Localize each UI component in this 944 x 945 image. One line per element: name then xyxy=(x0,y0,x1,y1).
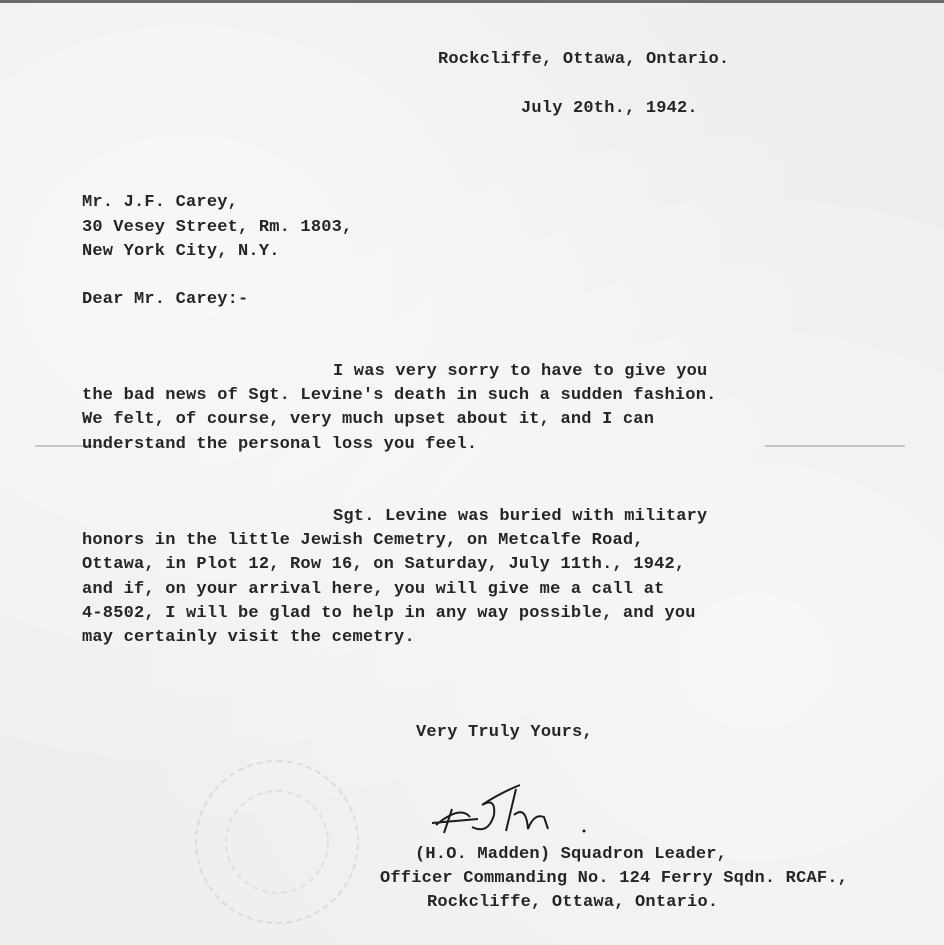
paragraph-1-line: the bad news of Sgt. Levine's death in such a sudden fashion. xyxy=(82,386,717,405)
paragraph-1-line: We felt, of course, very much upset about it, and I can xyxy=(82,410,655,429)
fold-mark-right xyxy=(765,445,905,447)
paragraph-1-line: understand the personal loss you feel. xyxy=(82,435,478,454)
paragraph-2-line: Sgt. Levine was buried with military xyxy=(333,507,708,526)
recipient-city: New York City, N.Y. xyxy=(82,242,280,261)
paragraph-1-line: I was very sorry to have to give you xyxy=(333,362,708,381)
signatory-location: Rockcliffe, Ottawa, Ontario. xyxy=(427,893,719,912)
paragraph-2-line: may certainly visit the cemetry. xyxy=(82,628,415,647)
salutation: Dear Mr. Carey:- xyxy=(82,290,249,309)
paragraph-2-line: 4-8502, I will be glad to help in any way possible, and you xyxy=(82,604,696,623)
faded-stamp-inner xyxy=(225,790,329,894)
closing: Very Truly Yours, xyxy=(416,723,593,742)
signatory-position: Officer Commanding No. 124 Ferry Sqdn. RCAF., xyxy=(380,869,849,888)
recipient-name: Mr. J.F. Carey, xyxy=(82,193,239,212)
recipient-street: 30 Vesey Street, Rm. 1803, xyxy=(82,218,353,237)
signatory-name-title: (H.O. Madden) Squadron Leader, xyxy=(415,845,728,864)
paragraph-2-line: honors in the little Jewish Cemetry, on Metcalfe Road, xyxy=(82,531,644,550)
header-place: Rockcliffe, Ottawa, Ontario. xyxy=(438,50,730,69)
paragraph-2-line: Ottawa, in Plot 12, Row 16, on Saturday, July 11th., 1942, xyxy=(82,555,686,574)
header-date: July 20th., 1942. xyxy=(521,99,698,118)
scan-top-edge xyxy=(0,0,944,3)
handwritten-signature xyxy=(430,775,590,845)
paragraph-2-line: and if, on your arrival here, you will give me a call at xyxy=(82,580,665,599)
